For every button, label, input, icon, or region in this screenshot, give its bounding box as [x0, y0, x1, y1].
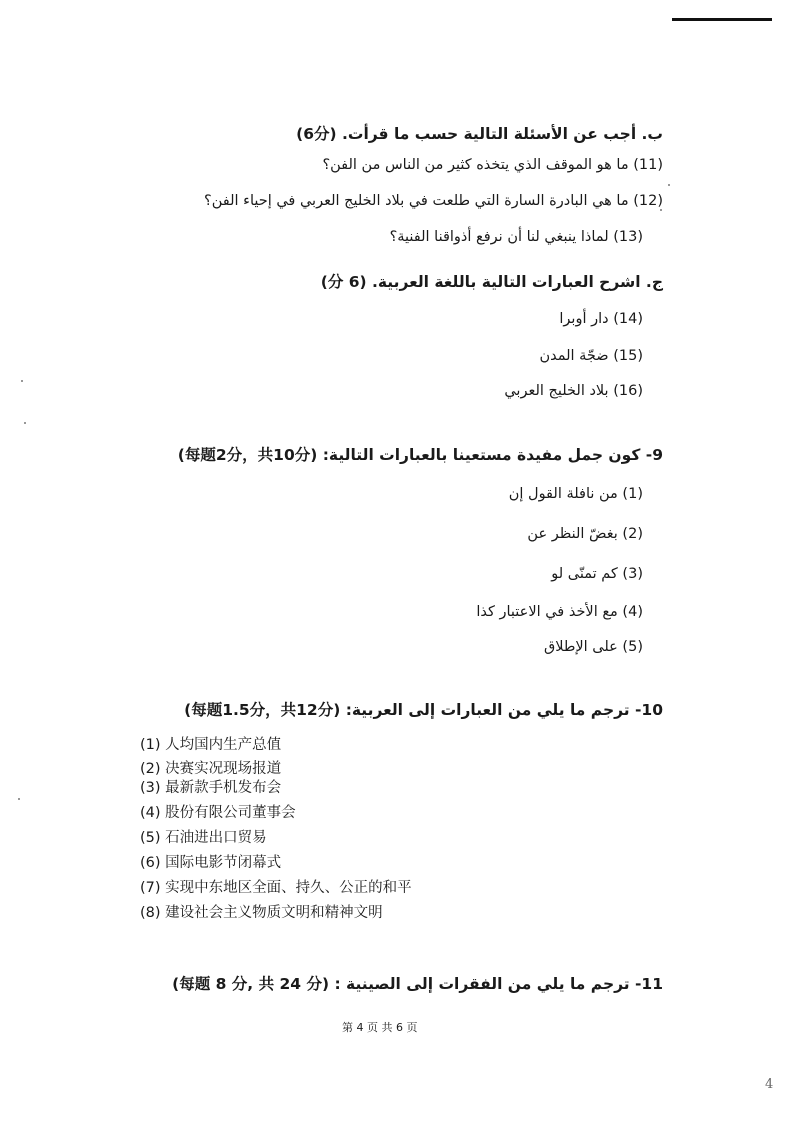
q9-item-5: (5) على الإطلاق — [543, 639, 643, 655]
q10-item-5: (5) 石油进出口贸易 — [140, 830, 267, 846]
q9-item-1: (1) من نافلة القول إن — [508, 486, 643, 502]
question-11: (11) ما هو الموقف الذي يتخذه كثير من الناس من الفن؟ — [322, 157, 663, 173]
question-12: (12) ما هي البادرة السارة التي طلعت في بلاد الخليج العربي في إحياء الفن؟ — [204, 193, 663, 209]
scan-speck — [660, 209, 662, 211]
item-14: (14) دار أوبرا — [559, 311, 643, 327]
item-16: (16) بلاد الخليج العربي — [504, 383, 643, 399]
scan-speck — [21, 380, 23, 382]
page-number: 4 — [765, 1077, 774, 1092]
q9-item-2: (2) بغضّ النظر عن — [527, 526, 643, 542]
scan-speck — [18, 798, 20, 800]
question-11-heading: 11- ترجم ما يلي من الفقرات إلى الصينية : (每题 8 分, 共 24 分) — [172, 975, 663, 993]
q10-item-7: (7) 实现中东地区全面、持久、公正的和平 — [140, 880, 412, 896]
scan-speck — [668, 184, 670, 186]
section-b-heading: ب. أجب عن الأسئلة التالية حسب ما قرأت. (6分) — [296, 125, 663, 143]
q10-item-2: (2) 决赛实况现场报道 — [140, 761, 282, 777]
question-13: (13) لماذا ينبغي لنا أن نرفع أذواقنا الفنية؟ — [389, 229, 643, 245]
header-rule — [672, 18, 772, 21]
section-c-heading: ج. اشرح العبارات التالية باللغة العربية. (6 分) — [320, 273, 663, 291]
q10-item-6: (6) 国际电影节闭幕式 — [140, 855, 282, 871]
q10-item-1: (1) 人均国内生产总值 — [140, 737, 282, 753]
question-10-heading: 10- ترجم ما يلي من العبارات إلى العربية: (每题1.5分，共12分) — [184, 701, 663, 719]
q10-item-3: (3) 最新款手机发布会 — [140, 780, 282, 796]
item-15: (15) ضجّة المدن — [539, 348, 643, 364]
scan-speck — [24, 422, 26, 424]
q10-item-8: (8) 建设社会主义物质文明和精神文明 — [140, 905, 383, 921]
page-footer: 第 4 页 共 6 页 — [342, 1021, 418, 1034]
q10-item-4: (4) 股份有限公司董事会 — [140, 805, 296, 821]
q9-item-3: (3) كم تمنّى لو — [551, 566, 643, 582]
question-9-heading: 9- كون جمل مفيدة مستعينا بالعبارات التالية: (每题2分，共10分) — [177, 446, 663, 464]
q9-item-4: (4) مع الأخذ في الاعتبار كذا — [476, 604, 643, 620]
